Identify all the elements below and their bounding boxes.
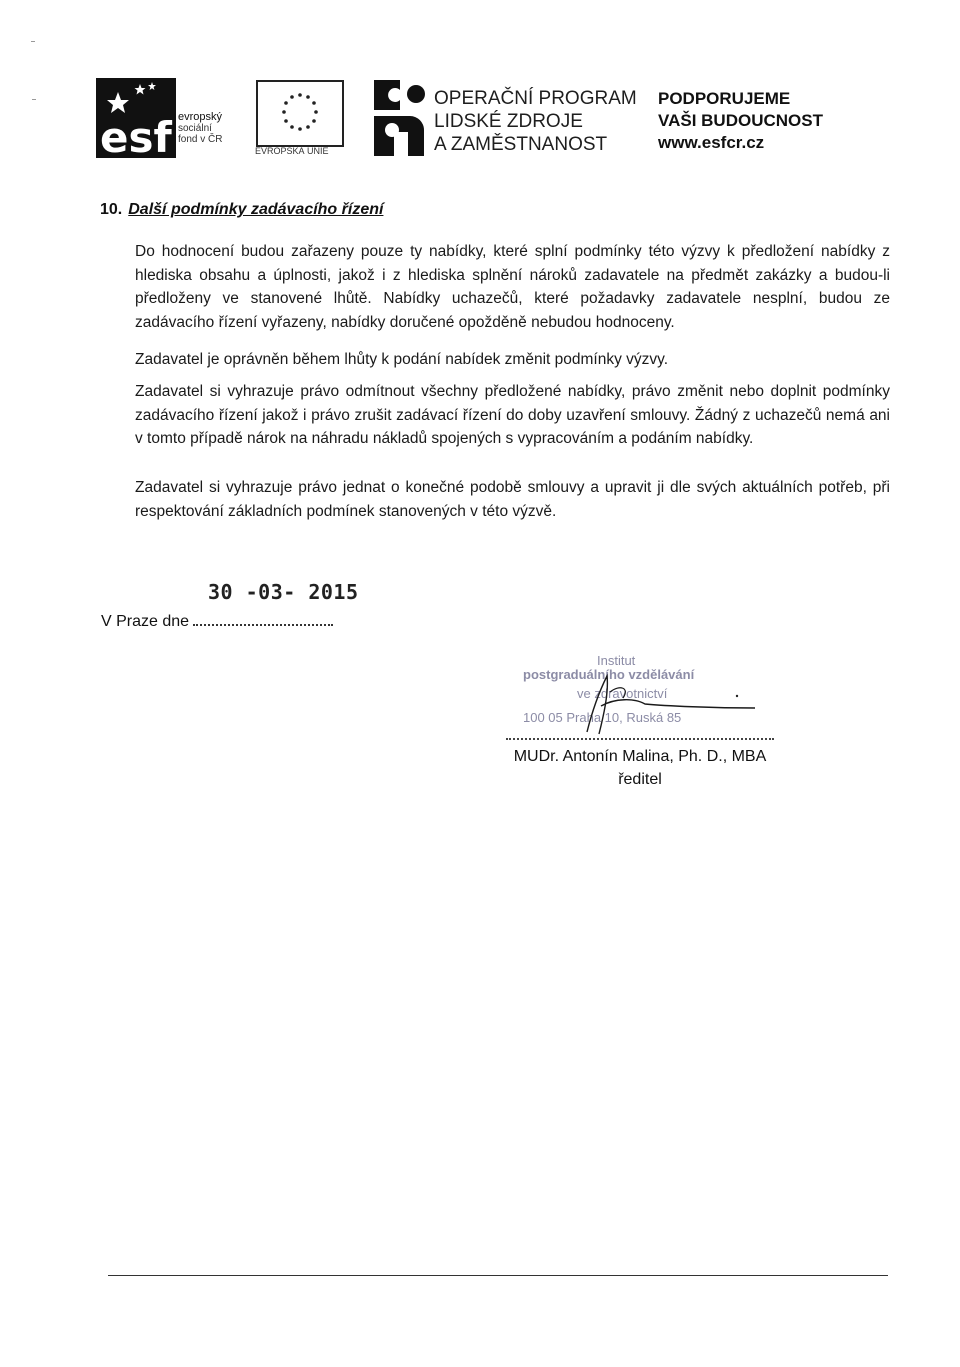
signer-name: MUDr. Antonín Malina, Ph. D., MBA: [513, 748, 767, 765]
eu-stars-icon: [258, 82, 342, 145]
paragraph-reserve-rights: Zadavatel si vyhrazuje právo odmítnout všechny předložené nabídky, právo změnit nebo doplnit podmínky zadávacího řízení jakož i právo zrušit zadávací řízení do doby uzavření smlouvy. Žádný z uchazečů nemá ani v tomto případě nárok na náhradu nákladů spojených s vypracováním a podáním nabídky.: [135, 383, 890, 447]
esf-caption: [178, 112, 222, 145]
program-line2: LIDSKÉ ZDROJE: [434, 111, 583, 132]
place-label: V Praze dne: [101, 613, 190, 630]
section-title: Další podmínky zadávacího řízení: [128, 201, 384, 218]
signature-dotted-line: [506, 738, 774, 740]
tagline: [658, 88, 823, 154]
program-line1: OPERAČNÍ PROGRAM: [434, 88, 637, 109]
esf-caption-line2: sociální: [178, 123, 212, 134]
date-dotted-line: [193, 612, 333, 626]
signer-role: ředitel: [618, 771, 662, 788]
footer-rule: [108, 1275, 888, 1276]
scan-speck: [31, 41, 35, 42]
handwritten-signature: [515, 648, 785, 743]
esf-logo-mark: [96, 78, 176, 158]
paragraph-evaluation: Do hodnocení budou zařazeny pouze ty nabídky, které splní podmínky této výzvy k předložení nabídky z hlediska obsahu a úplnosti, jakož i z hlediska splnění nároků zadavatele na předmět zakázky a budou-li předloženy ve stanovené lhůtě. Nabídky uchazečů, které požadavky zadavatele nesplní, budou ze zadávacího řízení vyřazeny, nabídky doručené opožděně nebudou hodnoceny.: [135, 243, 890, 331]
esf-caption-line1: evropský: [178, 111, 223, 123]
stamp-line4: 100 05 Praha 10, Ruská 85: [523, 710, 682, 725]
paragraph-change-conditions: Zadavatel je oprávněn během lhůty k podání nabídek změnit podmínky výzvy.: [135, 351, 669, 368]
program-line3: A ZAMĚSTNANOST: [434, 134, 608, 155]
scan-speck: [32, 99, 36, 100]
official-stamp: [515, 648, 785, 743]
stamp-line1: Institut: [597, 653, 636, 668]
esf-logo-text: esf: [100, 113, 172, 158]
place-date-line: [101, 612, 333, 631]
esf-logo: [96, 78, 176, 158]
eu-flag: [256, 80, 344, 147]
op-logo: [372, 78, 430, 158]
date-stamp: 30 -03- 2015: [208, 580, 359, 604]
stamp-line2: postgraduálního vzdělávání: [523, 667, 695, 682]
stamp-line3: ve zdravotnictví: [577, 686, 668, 701]
eu-caption: EVROPSKÁ UNIE: [255, 146, 329, 156]
tagline-line1: PODPORUJEME: [658, 89, 791, 108]
tagline-url: www.esfcr.cz: [658, 133, 765, 152]
operational-program-title: [434, 87, 637, 156]
paragraph-contract-negotiation: Zadavatel si vyhrazuje právo jednat o konečné podobě smlouvy a upravit ji dle svých aktuálních potřeb, při respektování základních podmínek stanovených v této výzvě.: [135, 479, 890, 520]
tagline-line2: VAŠI BUDOUCNOST: [658, 111, 823, 130]
section-number: 10.: [100, 201, 123, 218]
esf-caption-line3: fond v ČR: [178, 134, 223, 145]
person-puzzle-icon: [372, 78, 430, 158]
section-heading: [100, 201, 383, 219]
